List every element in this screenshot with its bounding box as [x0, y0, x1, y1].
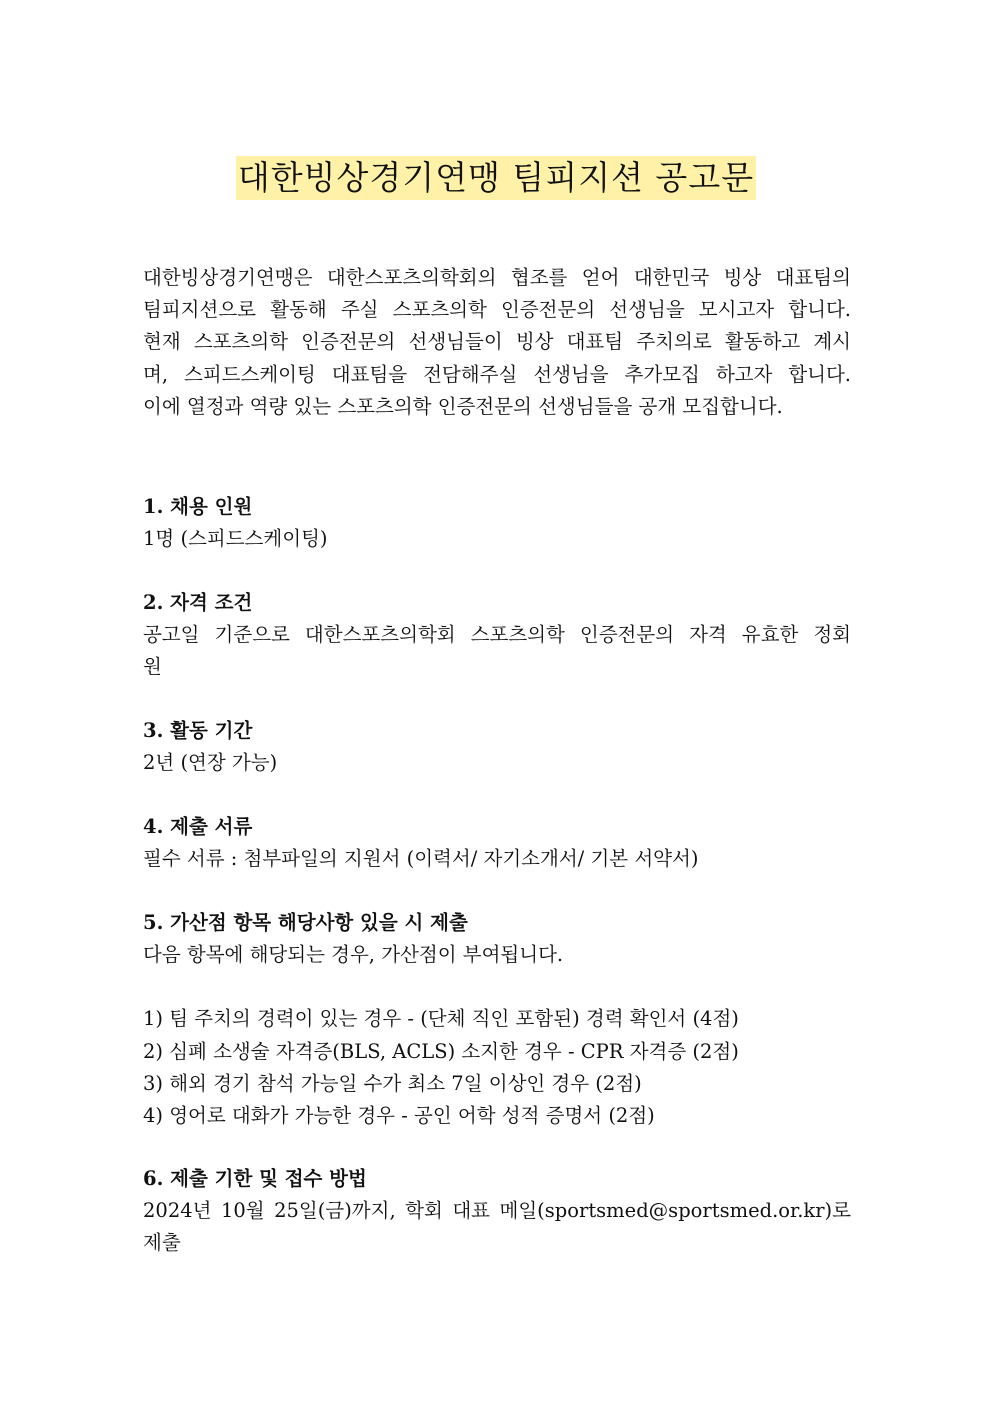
section-heading: 5. 가산점 항목 해당사항 있을 시 제출 — [143, 911, 468, 934]
bonus-item: 1) 팀 주치의 경력이 있는 경우 - (단체 직인 포함된) 경력 확인서 (4점) — [143, 1007, 739, 1031]
spacer — [143, 971, 851, 1003]
bonus-item: 3) 해외 경기 참석 가능일 수가 최소 7일 이상인 경우 (2점) — [143, 1071, 642, 1095]
section-heading: 6. 제출 기한 및 접수 방법 — [143, 1167, 367, 1190]
section-bonus-points — [143, 907, 851, 1132]
title-container — [0, 156, 992, 200]
section-body: 1명 (스피드스케이팅) — [143, 527, 328, 551]
bonus-item: 2) 심폐 소생술 자격증(BLS, ACLS) 소지한 경우 - CPR 자격증 (2점) — [143, 1039, 739, 1063]
intro-line: 현재 스포츠의학 인증전문의 선생님들이 빙상 대표팀 주치의로 활동하고 계시 — [143, 330, 851, 354]
section-submission — [143, 1163, 851, 1260]
section-heading: 4. 제출 서류 — [143, 815, 253, 838]
section-body: 2024년 10월 25일(금)까지, 학회 대표 메일(sportsmed@sportsmed.or.kr)로 — [143, 1199, 851, 1223]
section-documents — [143, 811, 851, 875]
bonus-item: 4) 영어로 대화가 가능한 경우 - 공인 어학 성적 증명서 (2점) — [143, 1104, 655, 1128]
section-heading: 1. 채용 인원 — [143, 495, 253, 518]
intro-line: 며, 스피드스케이팅 대표팀을 전담해주실 선생님을 추가모집 하고자 합니다. — [143, 362, 851, 386]
section-body: 다음 항목에 해당되는 경우, 가산점이 부여됩니다. — [143, 943, 564, 967]
section-body: 필수 서류 : 첨부파일의 지원서 (이력서/ 자기소개서/ 기본 서약서) — [143, 847, 699, 871]
intro-line: 대한빙상경기연맹은 대한스포츠의학회의 협조를 얻어 대한민국 빙상 대표팀의 — [143, 266, 851, 289]
intro-line: 팀피지션으로 활동해 주실 스포츠의학 인증전문의 선생님을 모시고자 합니다. — [143, 298, 851, 322]
intro-paragraph — [143, 262, 851, 423]
section-body-continued: 원 — [143, 655, 162, 679]
document-title: 대한빙상경기연맹 팀피지션 공고문 — [236, 156, 756, 200]
section-heading: 2. 자격 조건 — [143, 591, 253, 614]
section-activity-period — [143, 715, 851, 779]
section-body: 공고일 기준으로 대한스포츠의학회 스포츠의학 인증전문의 자격 유효한 정회 — [143, 623, 851, 647]
section-recruitment-count — [143, 491, 851, 555]
section-qualification — [143, 587, 851, 684]
section-body-continued: 제출 — [143, 1231, 181, 1255]
section-body: 2년 (연장 가능) — [143, 751, 278, 775]
intro-line: 이에 열정과 역량 있는 스포츠의학 인증전문의 선생님들을 공개 모집합니다. — [143, 394, 783, 418]
section-heading: 3. 활동 기간 — [143, 719, 253, 742]
